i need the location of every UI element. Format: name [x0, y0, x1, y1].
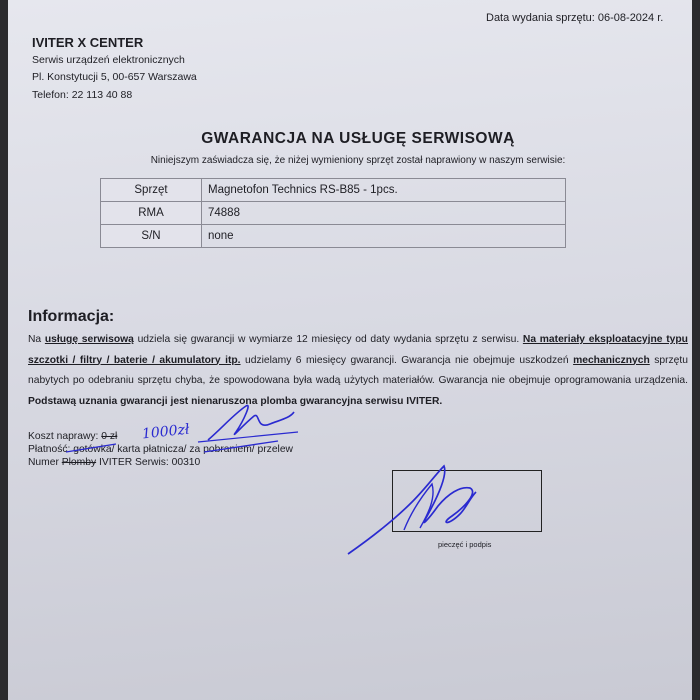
serial-label: S/N [101, 225, 202, 248]
signature-icon [348, 466, 476, 554]
info-heading: Informacja: [28, 308, 115, 325]
handwritten-ink-overlay [8, 0, 692, 700]
payment-line: Płatność: gotówka/ karta płatnicza/ za pobraniem/ przelew [28, 444, 293, 455]
rma-label: RMA [101, 202, 202, 225]
info-text: udziela się gwarancji w wymiarze 12 miesięcy od daty wydania sprzętu z serwisu. [133, 334, 523, 345]
company-address: Pl. Konstytucji 5, 00-657 Warszawa [32, 71, 197, 83]
serial-value: none [202, 225, 566, 248]
issue-date: Data wydania sprzętu: 06-08-2024 r. [486, 12, 664, 24]
rma-value: 74888 [202, 202, 566, 225]
device-value: Magnetofon Technics RS-B85 - 1pcs. [202, 179, 566, 202]
info-mechanical-emphasis: mechanicznych [573, 354, 650, 366]
signature-scribble-icon [198, 432, 298, 442]
info-consumables-emphasis: Na materiały eksploatacyjne typu szczotki / filtry / baterie / akumulatory itp. [28, 334, 688, 366]
info-text: Na [28, 334, 45, 345]
intro-text: Niniejszym zaświadcza się, że niżej wymieniony sprzęt został naprawiony w naszym serwisie: [150, 155, 566, 166]
cost-label: Koszt naprawy: [28, 431, 102, 442]
signature-icon [404, 484, 433, 530]
seal-prefix: Numer [28, 457, 62, 468]
warranty-document [8, 0, 692, 700]
handwritten-cost: 1000zł [141, 421, 191, 443]
info-service-emphasis: usługę serwisową [44, 334, 134, 345]
signature-scribble-icon [208, 405, 294, 440]
payment-strike-mark [204, 441, 278, 452]
seal-suffix: IVITER Serwis: 00310 [96, 457, 201, 468]
document-title: GWARANCJA NA USŁUGĘ SERWISOWĄ [201, 130, 515, 147]
info-seal-emphasis: Podstawą uznania gwarancji jest nienaruszona plomba gwarancyjna serwisu IVITER. [28, 395, 443, 407]
stamp-label: pieczęć i podpis [438, 540, 492, 549]
payment-strike-mark [66, 444, 116, 452]
device-label: Sprzęt [101, 179, 202, 202]
seal-struck: Plomby [61, 457, 97, 468]
company-description: Serwis urządzeń elektronicznych [32, 54, 185, 66]
company-phone: Telefon: 22 113 40 88 [32, 89, 133, 101]
info-text: udzielamy 6 miesięcy gwarancji. Gwarancja nie obejmuje uszkodzeń [240, 354, 574, 366]
cost-struck: 0 zł [101, 431, 118, 442]
company-name: IVITER X CENTER [32, 35, 144, 50]
info-text: sprzętu nabytych po odebraniu sprzętu chyba, że spowodowana była wadą użytych materiałów. Gwarancja nie obejmuje oprogramowania urządzenia. [28, 354, 688, 386]
